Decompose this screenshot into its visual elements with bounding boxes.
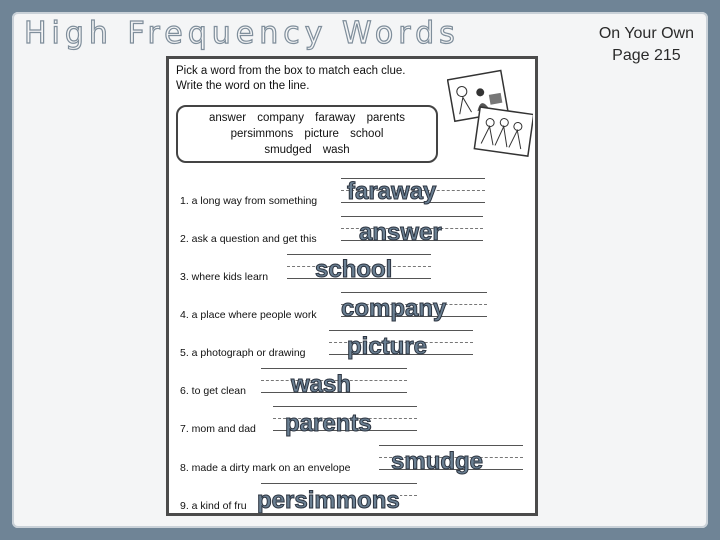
clue-4: 4. a place where people work xyxy=(180,309,317,321)
side-note-line-1: On Your Own xyxy=(598,25,694,42)
word-box-word: smudged xyxy=(264,144,312,156)
answer-2: answer xyxy=(359,219,442,246)
answer-guide-line xyxy=(273,406,417,407)
worksheet-page xyxy=(166,56,538,516)
word-box-row xyxy=(178,142,436,158)
clue-7: 7. mom and dad xyxy=(180,423,256,435)
word-box-word: wash xyxy=(322,144,350,156)
clue-3: 3. where kids learn xyxy=(180,271,269,283)
answer-1: faraway xyxy=(347,178,437,205)
answer-guide-line xyxy=(261,483,417,484)
word-box-word: answer xyxy=(209,112,247,124)
word-box-word: school xyxy=(350,128,384,140)
answer-3: school xyxy=(315,256,393,283)
clue-1: 1. a long way from something xyxy=(180,195,318,207)
answer-9: persimmons xyxy=(257,487,400,514)
instructions xyxy=(176,64,405,94)
answer-5: picture xyxy=(347,333,428,360)
answer-guide-line xyxy=(261,368,407,369)
clue-9: 9. a kind of fru xyxy=(180,500,247,512)
answer-guide-line xyxy=(341,292,487,293)
answer-guide-line xyxy=(287,254,431,255)
clue-2: 2. ask a question and get this xyxy=(180,233,317,245)
side-note-line-2: Page 215 xyxy=(612,47,681,64)
answer-6: wash xyxy=(291,371,352,398)
clue-8: 8. made a dirty mark on an envelope xyxy=(180,462,351,474)
word-box-word: company xyxy=(257,112,304,124)
word-box-row xyxy=(178,110,436,126)
instruction-line-1: Pick a word from the box to match each clue. xyxy=(176,65,406,77)
answer-guide-line xyxy=(329,330,473,331)
answer-8: smudge xyxy=(391,448,484,475)
answer-guide-line xyxy=(341,216,483,217)
answer-guide-line xyxy=(379,445,523,446)
clue-5: 5. a photograph or drawing xyxy=(180,347,306,359)
word-box-word: faraway xyxy=(315,112,356,124)
word-box xyxy=(176,105,438,163)
word-box-word: picture xyxy=(304,128,339,140)
word-box-word: persimmons xyxy=(230,128,294,140)
page-reference xyxy=(599,23,694,67)
word-box-row xyxy=(178,126,436,142)
instruction-line-2: Write the word on the line. xyxy=(176,80,310,92)
word-box-word: parents xyxy=(366,112,405,124)
slide-title: High Frequency Words xyxy=(24,16,460,51)
family-illustration xyxy=(447,67,533,159)
clue-6: 6. to get clean xyxy=(180,385,246,397)
answer-7: parents xyxy=(285,410,372,437)
answer-4: company xyxy=(341,295,447,322)
